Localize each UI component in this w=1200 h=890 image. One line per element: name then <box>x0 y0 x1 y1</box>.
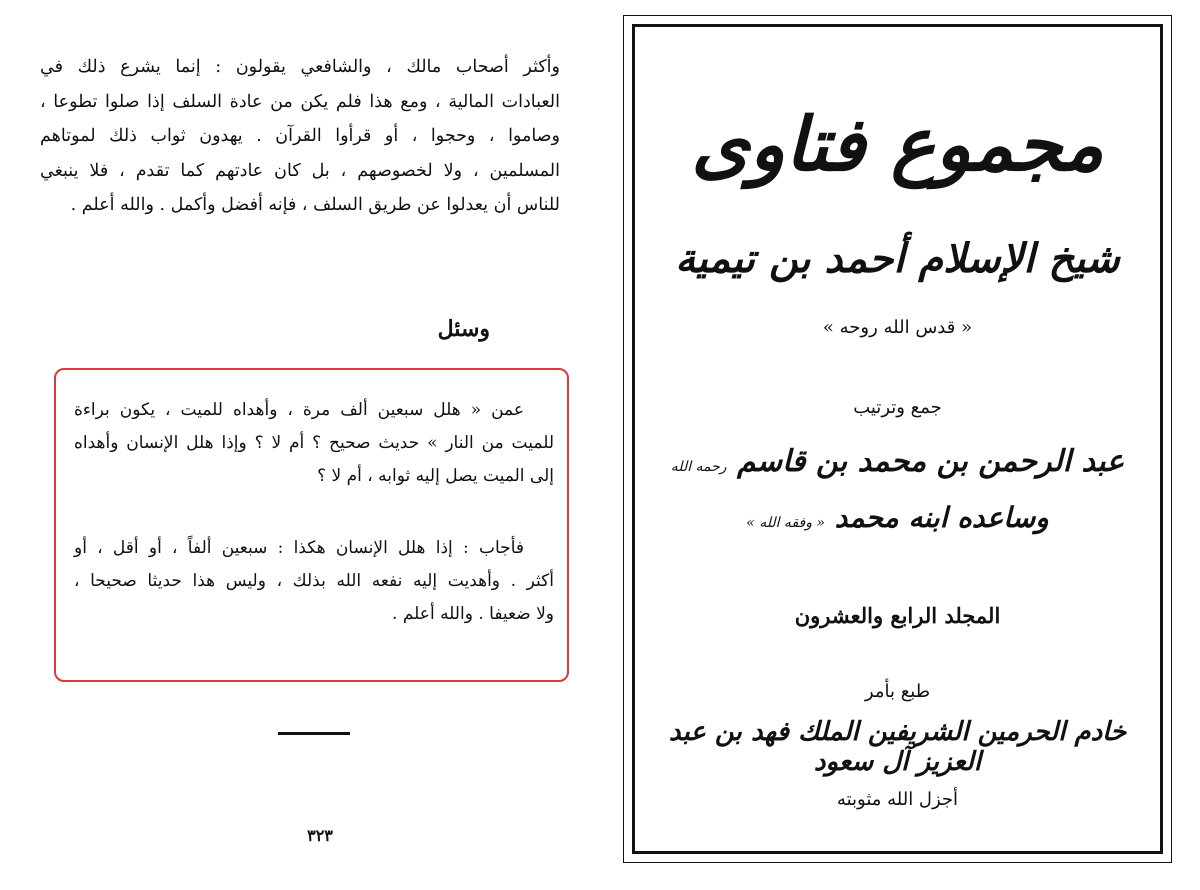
compiler-blessing: رحمه الله <box>670 459 727 475</box>
title-page-inner-border <box>632 24 1163 854</box>
highlighted-fatwa-box <box>54 368 569 682</box>
author-blessing: « قدس الله روحه » <box>822 317 973 338</box>
compiled-by-label: جمع وترتيب <box>853 397 942 418</box>
answer-line: فأجاب : إذا هلل الإنسان هكذا : سبعين ألفاً ، أو أقل ، أو <box>74 538 524 558</box>
continuation-paragraph <box>40 50 560 223</box>
section-end-rule <box>278 732 350 735</box>
assisted-by-line <box>635 501 1160 534</box>
question-line: عمن « هلل سبعين ألف مرة ، وأهداه للميت ، يكون براءة <box>74 400 524 420</box>
compiler-line <box>635 444 1160 479</box>
answer-text <box>74 532 554 631</box>
page-number: ٣٢٣ <box>307 826 333 845</box>
title-page-frame <box>623 15 1172 863</box>
answer-line: ولا ضعيفا . والله أعلم . <box>392 604 554 624</box>
compiler-name: عبد الرحمن بن محمد بن قاسم <box>737 444 1125 479</box>
paragraph-line: المسلمين ، ولا لخصوصهم ، بل كان عادتهم كما تقدم ، فلا ينبغي <box>40 160 560 181</box>
question-heading: وسئل <box>437 316 490 342</box>
printed-by-label: طبع بأمر <box>864 681 931 702</box>
paragraph-line: وأكثر أصحاب مالك ، والشافعي يقولون : إنما يشرع ذلك في <box>40 57 560 77</box>
volume-number: المجلد الرابع والعشرون <box>794 603 1001 628</box>
assisted-blessing: « وفقه الله » <box>746 515 825 531</box>
question-line: إلى الميت يصل إليه ثوابه ، أم لا ؟ <box>317 466 554 486</box>
paragraph-line: العبادات المالية ، ومع هذا فلم يكن من عادة السلف إذا صلوا تطوعا ، <box>40 91 560 112</box>
paragraph-line: وصاموا ، وحجوا ، أو قرأوا القرآن . يهدون ثواب ذلك لموتاهم <box>40 126 560 146</box>
book-title: مجموع فتاوى <box>691 102 1104 188</box>
question-line: للميت من النار » حديث صحيح ؟ أم لا ؟ وإذا هلل الإنسان وأهداه <box>74 433 554 453</box>
question-text <box>74 394 554 493</box>
patron-name: خادم الحرمين الشريفين الملك فهد بن عبد العزيز آل سعود <box>668 717 1127 777</box>
author-name: شيخ الإسلام أحمد بن تيمية <box>675 235 1120 282</box>
paragraph-line: للناس أن يعدلوا عن طريق السلف ، فإنه أفضل وأكمل . والله أعلم . <box>70 195 560 215</box>
answer-line: أكثر . وأهديت إليه نفعه الله بذلك ، وليس هذا حديثا صحيحا ، <box>74 571 554 591</box>
patron-blessing: أجزل الله مثوبته <box>836 789 959 810</box>
assisted-by: وساعده ابنه محمد <box>834 501 1049 534</box>
